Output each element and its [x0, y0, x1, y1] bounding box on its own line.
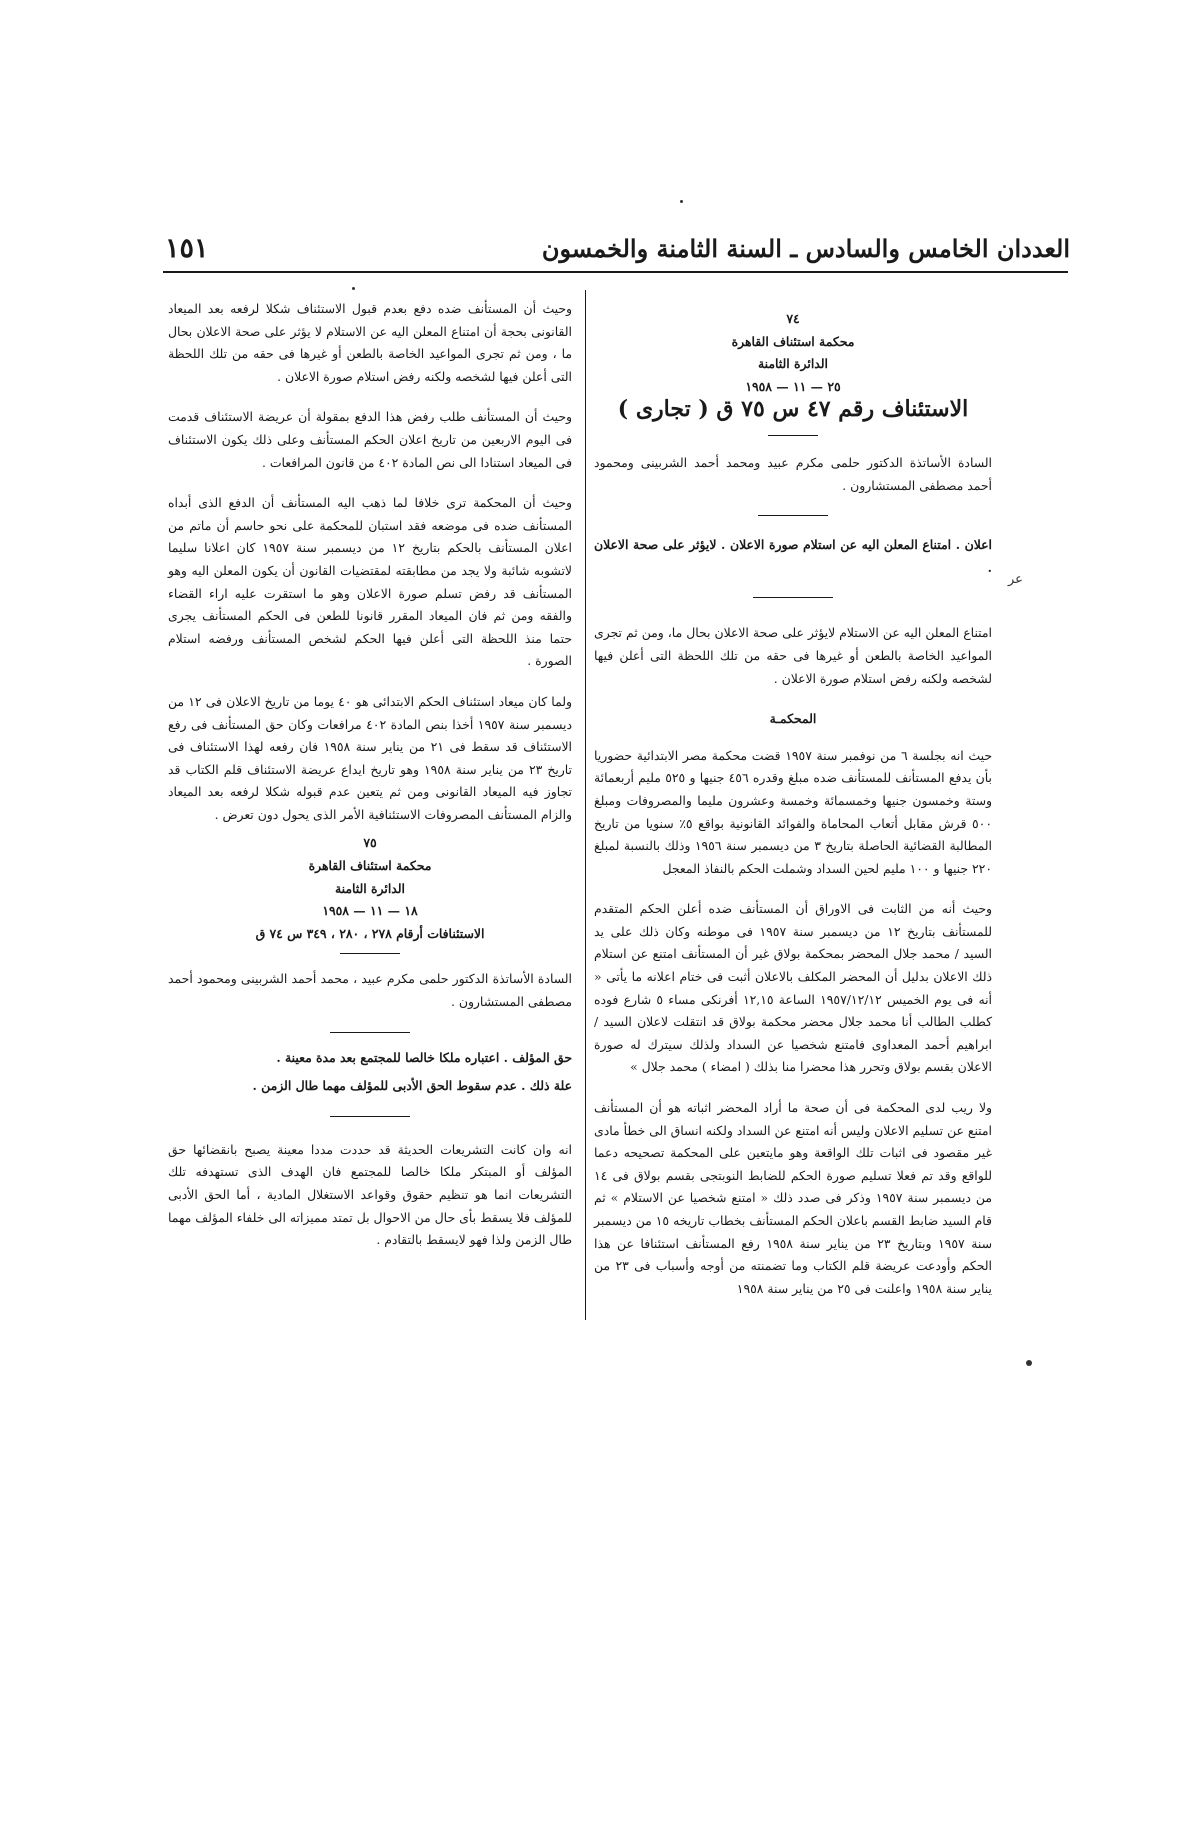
court-circuit: الدائرة الثامنة	[334, 880, 405, 896]
judgment-paragraph: وحيث أن المستأنف طلب رفض هذا الدفع بمقولة أن عريضة الاستئناف قدمت فى اليوم الاربعين من تاريخ اعلان الحكم المستأنف وعلى ذلك يكون الاستئناف فى الميعاد استنادا الى نص المادة ٤٠٢ من قانون المرافعات .	[168, 409, 572, 470]
judgment-paragraph: ولما كان ميعاد استئناف الحكم الابتدائى هو ٤٠ يوما من تاريخ الاعلان فى ١٢ من ديسمبر سنة ١٩٥٧ أخذا بنص المادة ٤٠٢ مرافعات وكان حق المستأنف فى رفع الاستئناف قد سقط فى ٢١ من يناير سنة ١٩٥٨ فان رفعه لهذا الاستئناف فى تاريخ ٢٣ من يناير سنة ١٩٥٨ وهو تاريخ ايداع عريضة الاستئناف قلم الكتاب قد تجاوز فيه الميعاد القانونى ومن ثم يتعين عدم قبوله شكلا لرفعه بعد الميعاد والزام المستأنف المصروفات الاستئنافية الأمر الذى يحول دون تعرض .	[168, 693, 573, 822]
short-rule	[768, 435, 818, 436]
court-circuit: الدائرة الثامنة	[757, 356, 828, 372]
short-rule	[330, 1116, 410, 1117]
case-summary: علة ذلك . عدم سقوط الحق الأدبى للمؤلف مهما طال الزمن .	[252, 1078, 572, 1094]
court-name: محكمة استئناف القاهرة	[731, 333, 855, 349]
judgment-paragraph: ولا ريب لدى المحكمة فى أن صحة ما أراد المحضر اثباته هو أن المستأنف امتنع عن تسليم الاعلان وليس أنه امتنع عن السداد ولكنه انساق الى خطأ مادى غير مقصود فى اثبات تلك الواقعة وهو مايتعين على المحكمة تصحيحه دعما للواقع وقد تم فعلا تسليم صورة الحكم للضابط النوبتجى بقسم بولاق فى ١٤ من ديسمبر سنة ١٩٥٧ وذكر فى صدد ذلك « امتنع شخصيا عن الاستلام » ثم قام السيد ضابط القسم باعلان الحكم المستأنف بخطاب تاريخه ١٥ من ديسمبر سنة ١٩٥٧ وبتاريخ ٢٣ من يناير سنة ١٩٥٨ رفع المستأنف استئنافا عن هذا الحكم وأودعت عريضة قلم الكتاب وما تضمنته من أوجه وأسباب فى ٢٣ من يناير سنة ١٩٥٨ واعلنت فى ٢٥ من يناير سنة ١٩٥٨	[594, 1100, 992, 1296]
short-rule	[758, 515, 828, 516]
judges-list: السادة الأساتذة الدكتور حلمى مكرم عبيد ، محمد أحمد الشربينى ومحمود أحمد مصطفى المستشارون .	[168, 971, 572, 1010]
header-title: العددان الخامس والسادس ـ السنة الثامنة والخمسون	[541, 233, 1070, 263]
running-header	[165, 226, 1070, 270]
case-number: ٧٥	[363, 835, 377, 851]
appeal-number: الاستئناف رقم ٤٧ س ٧٥ ق ( تجارى )	[617, 396, 969, 423]
short-rule	[330, 1032, 410, 1033]
legal-principle: امتناع المعلن اليه عن الاستلام لايؤثر على صحة الاعلان بحال ما، ومن ثم تجرى المواعيد الخاصة بالطعن أو غيرها فى حقه من تلك اللحظة التى أعلن فيها لشخصه ولكنه رفض استلام صورة الاعلان .	[594, 625, 992, 686]
court-name: محكمة استئناف القاهرة	[308, 858, 432, 874]
case-number: ٧٤	[786, 311, 800, 326]
header-rule	[163, 271, 1068, 273]
judgment-paragraph: وحيث أنه من الثابت فى الاوراق أن المستأنف ضده أعلن الحكم المتقدم للمستأنف بتاريخ ١٢ من ديسمبر سنة ١٩٥٧ فى موطنه وكان ذلك على يد السيد / محمد جلال المحضر بمحكمة بولاق غير أن المستأنف امتنع عن استلام ذلك الاعلان بدليل أن المحضر المكلف بالاعلان أثبت فى ختام اعلانه ما يأتى « أنه فى يوم الخميس ١٩٥٧/١٢/١٢ الساعة ١٢,١٥ أفرنكى مساء ٥ شارع فوده كطلب الطالب أنا محمد جلال محضر محكمة بولاق قد انتقلت لاعلان السيد / ابراهيم أحمد المعداوى فامتنع شخصيا عن السداد ولذلك سيترك له صورة الاعلان بقسم بولاق وتحرر هذا محضرا منا بذلك ( امضاء ) محمد جلال »	[594, 901, 993, 1075]
legal-principle: انه وان كانت التشريعات الحديثة قد حددت مددا معينة يصبح بانقضائها حق المؤلف أو المبتكر ملكا خالصا للمجتمع فان الهدف الذى تستهدفه تلك التشريعات انما هو تنظيم حقوق وقواعد الاستغلال المادية ، أما الحق الأدبى للمؤلف فلا يسقط بأى حال من الاحوال بل تمتد مميزاته الى خلفاء المؤلف مهما طال الزمن ولذا فهو لايسقط بالتقادم .	[168, 1141, 572, 1248]
column-divider	[585, 290, 586, 1320]
page-number: ١٥١	[165, 232, 209, 264]
short-rule	[340, 953, 400, 954]
scan-speck	[352, 287, 355, 290]
scan-speck	[1026, 1360, 1032, 1366]
appeal-numbers: الاستئنافات أرقام ٢٧٨ ، ٢٨٠ ، ٣٤٩ س ٧٤ ق	[255, 925, 485, 941]
court-heading: المحكمـة	[769, 711, 817, 727]
judgment-date: ١٨ — ١١ — ١٩٥٨	[322, 903, 418, 919]
margin-note: عر	[1008, 572, 1023, 587]
scan-speck	[680, 200, 683, 203]
case-summary: حق المؤلف . اعتباره ملكا خالصا للمجتمع بعد مدة معينة .	[276, 1049, 572, 1065]
left-column	[168, 298, 572, 1252]
judgment-paragraph: وحيث أن المستأنف ضده دفع بعدم قبول الاستئناف شكلا لرفعه بعد الميعاد القانونى بحجة أن امتناع المعلن اليه عن الاستلام لا يؤثر على صحة الاعلان بحال ما ، ومن ثم تجرى المواعيد الخاصة بالطعن أو غيرها فى حقه من تلك اللحظة التى أعلن فيها لشخصه ولكنه رفض استلام صورة الاعلان .	[168, 301, 572, 384]
case-summary: اعلان . امتناع المعلن اليه عن استلام صورة الاعلان . لايؤثر على صحة الاعلان .	[594, 537, 992, 575]
judges-list: السادة الأساتذة الدكتور حلمى مكرم عبيد ومحمد أحمد الشربينى ومحمود أحمد مصطفى المستشارون .	[594, 454, 992, 493]
judgment-paragraph: حيث انه بجلسة ٦ من نوفمبر سنة ١٩٥٧ قضت محكمة مصر الابتدائية حضوريا بأن يدفع المستأنف للمستأنف ضده مبلغ وقدره ٤٥٦ جنيها و ٥٢٥ مليم أربعمائة وستة وخمسون جنيها وخمسمائة وخمسة وعشرون مليما والمصروفات ومبلغ ٥٠٠ قرش مقابل أتعاب المحاماة والفوائد القانونية بواقع ٥٪ سنويا من تاريخ المطالبة القضائية الحاصلة بتاريخ ٣ من ديسمبر سنة ١٩٥٦ وذلك بالنسبة لمبلغ ٢٢٠ جنيها و ١٠٠ مليم لحين السداد وشملت الحكم بالنفاذ المعجل	[594, 747, 992, 876]
short-rule	[753, 597, 833, 598]
judgment-paragraph: وحيث أن المحكمة ترى خلافا لما ذهب اليه المستأنف أن الدفع الذى أبداه المستأنف ضده فى موضعه فقد استبان للمحكمة على نحو حاسم أن ماتم من اعلان المستأنف بالحكم بتاريخ ١٢ من ديسمبر سنة ١٩٥٧ كان اعلانا سليما لاتشوبه شائبة ولا يجد من مطابقته لمقتضيات القانون أن يكون المعلن اليه وهو المستأنف قد رفض تسلم صورة الاعلان وهو ما استقرت عليه اراء القضاء والفقه ومن ثم فان الميعاد المقرر قانونا للطعن فى الحكم المستأنف يجرى حتما منذ اللحظة التى أعلن فيها الحكم لشخص المستأنف ورفضه استلام الصورة .	[168, 495, 572, 669]
right-column	[594, 308, 992, 1318]
judgment-date: ٢٥ — ١١ — ١٩٥٨	[745, 378, 841, 394]
